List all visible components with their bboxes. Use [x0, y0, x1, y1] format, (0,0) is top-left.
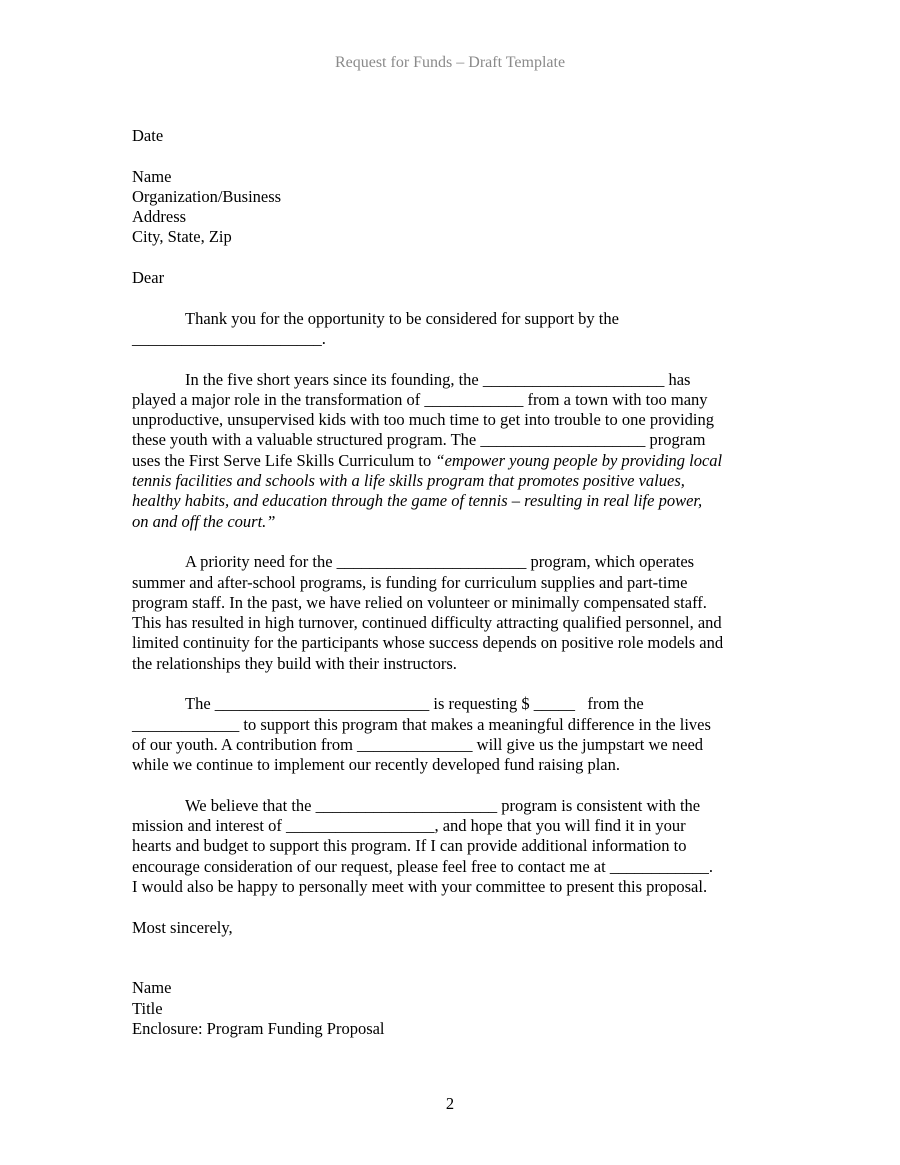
- page-number: 2: [445, 1094, 455, 1113]
- paragraph-line: these youth with a valuable structured program. The ____________________ program: [132, 430, 706, 450]
- valediction: Most sincerely,: [132, 917, 233, 937]
- paragraph-line: [132, 451, 772, 471]
- paragraph-line: _____________ to support this program that makes a meaningful difference in the lives: [132, 714, 711, 734]
- page-header: Request for Funds – Draft Template: [334, 54, 566, 71]
- paragraph-line: We believe that the ______________________ program is consistent with the: [185, 795, 701, 815]
- paragraph-5: [132, 796, 772, 897]
- paragraph-line: _______________________.: [132, 328, 326, 348]
- recipient-city-state-zip: City, State, Zip: [132, 227, 232, 247]
- paragraph-line: The __________________________ is requesting $ _____ from the: [185, 694, 644, 714]
- enclosure-line: Enclosure: Program Funding Proposal: [132, 1019, 385, 1039]
- paragraph-line: while we continue to implement our recently developed fund raising plan.: [132, 755, 620, 775]
- paragraph-line: I would also be happy to personally meet with your committee to present this proposal.: [132, 876, 708, 896]
- paragraph-line: encourage consideration of our request, please feel free to contact me at ____________.: [132, 856, 713, 876]
- salutation: Dear: [132, 268, 165, 288]
- paragraph-line: A priority need for the _______________________ program, which operates: [185, 552, 695, 572]
- paragraph-line: unproductive, unsupervised kids with too much time to get into trouble to one providing: [132, 410, 715, 430]
- signer-title: Title: [132, 998, 163, 1018]
- paragraph-line: summer and after-school programs, is funding for curriculum supplies and part-time: [132, 572, 688, 592]
- paragraph-1: [132, 309, 772, 350]
- mission-quote-line: on and off the court.”: [132, 511, 276, 531]
- mission-quote-line: healthy habits, and education through the game of tennis – resulting in real life power,: [132, 491, 703, 511]
- paragraph-line: hearts and budget to support this program. If I can provide additional information to: [132, 836, 687, 856]
- recipient-organization: Organization/Business: [132, 186, 282, 206]
- paragraph-line: mission and interest of __________________, and hope that you will find it in your: [132, 816, 686, 836]
- curriculum-text: uses the First Serve Life Skills Curriculum to: [132, 450, 436, 470]
- mission-quote-start: “empower young people by providing local: [435, 450, 723, 470]
- paragraph-line: of our youth. A contribution from ______________ will give us the jumpstart we need: [132, 734, 704, 754]
- paragraph-line: This has resulted in high turnover, continued difficulty attracting qualified personnel, and: [132, 613, 722, 633]
- paragraph-line: Thank you for the opportunity to be considered for support by the: [185, 308, 619, 328]
- letter-body: [132, 126, 772, 1039]
- paragraph-line: the relationships they build with their instructors.: [132, 653, 457, 673]
- paragraph-line: program staff. In the past, we have relied on volunteer or minimally compensated staff.: [132, 592, 707, 612]
- paragraph-2: [132, 370, 772, 532]
- recipient-name: Name: [132, 166, 172, 186]
- mission-quote-line: tennis facilities and schools with a life skills program that promotes positive values,: [132, 471, 685, 491]
- paragraph-line: limited continuity for the participants whose success depends on positive role models and: [132, 633, 724, 653]
- paragraph-4: [132, 694, 772, 775]
- signer-name: Name: [132, 978, 172, 998]
- paragraph-line: In the five short years since its founding, the ______________________ has: [185, 369, 691, 389]
- date-line: Date: [132, 126, 164, 145]
- paragraph-line: played a major role in the transformation of ____________ from a town with too many: [132, 389, 708, 409]
- paragraph-3: [132, 552, 772, 674]
- recipient-address: Address: [132, 207, 187, 227]
